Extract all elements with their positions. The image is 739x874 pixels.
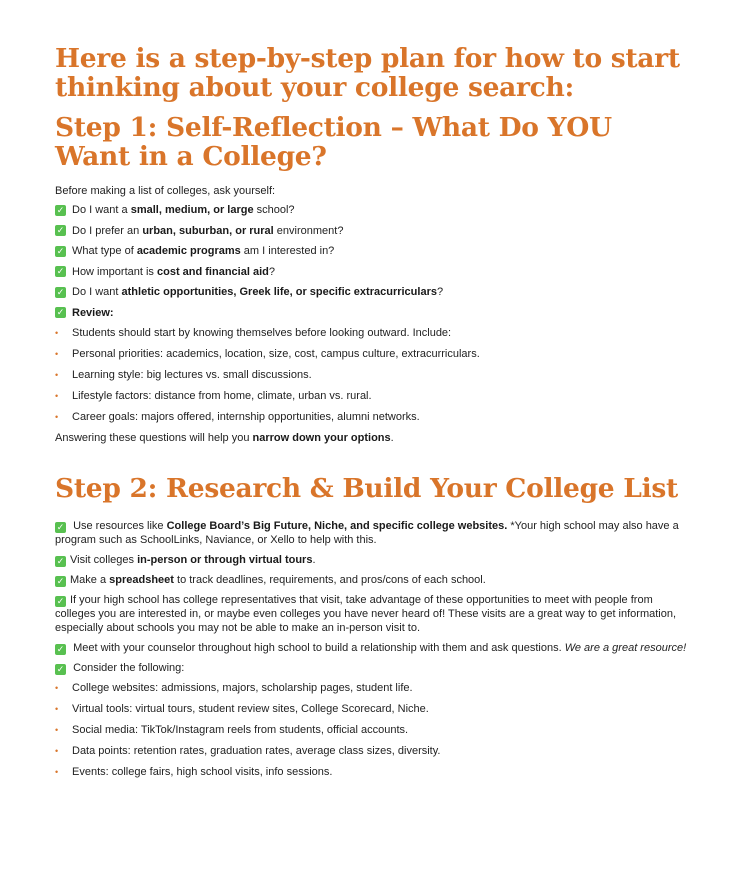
step1-checklist bbox=[55, 203, 689, 320]
list-item: ✓ Visit colleges in-person or through virtual tours. bbox=[56, 554, 316, 566]
list-item: • Students should start by knowing themselves before looking outward. Include: bbox=[55, 327, 452, 339]
list-item: ✓ Do I want a small, medium, or large school? bbox=[56, 204, 295, 216]
bullet-icon: • bbox=[55, 746, 59, 756]
checkmark-icon: ✓ bbox=[56, 286, 65, 297]
list-item: ✓ Review: bbox=[56, 306, 114, 319]
checkmark-icon: ✓ bbox=[56, 576, 65, 586]
list-item: ✓ Use resources like College Board’s Big Future, Niche, and specific college websites. *Your high school may also have a program such as SchoolLinks, Naviance, or Xello to help with this. bbox=[55, 520, 679, 546]
list-item: • Data points: retention rates, graduation rates, average class sizes, diversity. bbox=[55, 745, 441, 757]
step1-closing: Answering these questions will help you narrow down your options. bbox=[55, 432, 394, 444]
list-item: • Career goals: majors offered, internship opportunities, alumni networks. bbox=[55, 411, 420, 423]
list-item: ✓ How important is cost and financial aid? bbox=[56, 265, 275, 278]
list-item: • Social media: TikTok/Instagram reels from students, official accounts. bbox=[55, 724, 409, 736]
bullet-icon: • bbox=[55, 328, 59, 338]
list-item: ✓ Consider the following: bbox=[56, 662, 185, 674]
checkmark-icon: ✓ bbox=[56, 245, 65, 256]
list-item: ✓ If your high school has college representatives that visit, take advantage of these opportunities to meet with people from colleges you are interested in, or maybe even colleges you have never heard of! These visits are a great way to get information, especially about schools you may not be able to make an in-person visit to. bbox=[55, 594, 677, 634]
checkmark-icon: ✓ bbox=[56, 307, 65, 317]
bullet-icon: • bbox=[55, 412, 59, 422]
list-item: ✓ Make a spreadsheet to track deadlines, requirements, and pros/cons of each school. bbox=[56, 574, 486, 586]
list-item: ✓ Do I want athletic opportunities, Greek life, or specific extracurriculars? bbox=[56, 286, 444, 298]
checkmark-icon: ✓ bbox=[56, 644, 65, 654]
checkmark-icon: ✓ bbox=[56, 522, 65, 532]
list-item: • Learning style: big lectures vs. small discussions. bbox=[55, 369, 312, 381]
step1-intro: Before making a list of colleges, ask yourself: bbox=[55, 185, 276, 197]
checkmark-icon: ✓ bbox=[56, 596, 65, 606]
list-item: ✓ Do I prefer an urban, suburban, or rural environment? bbox=[56, 224, 344, 237]
checkmark-icon: ✓ bbox=[56, 266, 65, 276]
step2-bullets bbox=[55, 681, 689, 779]
checkmark-icon: ✓ bbox=[56, 204, 65, 215]
list-item: • Lifestyle factors: distance from home, climate, urban vs. rural. bbox=[55, 390, 372, 402]
list-item: • College websites: admissions, majors, scholarship pages, student life. bbox=[55, 682, 413, 694]
bullet-icon: • bbox=[55, 683, 59, 693]
step1-heading: Step 1: Self-Reflection – What Do YOU Want in a College? bbox=[55, 112, 612, 172]
step2-content bbox=[55, 519, 689, 779]
checkmark-icon: ✓ bbox=[56, 556, 65, 566]
list-item: • Virtual tools: virtual tours, student review sites, College Scorecard, Niche. bbox=[55, 703, 429, 715]
bullet-icon: • bbox=[55, 391, 59, 401]
step2-heading: Step 2: Research & Build Your College List bbox=[55, 473, 678, 504]
bullet-icon: • bbox=[55, 767, 59, 777]
bullet-icon: • bbox=[55, 704, 59, 714]
checkmark-icon: ✓ bbox=[56, 225, 65, 235]
checkmark-icon: ✓ bbox=[56, 664, 65, 674]
bullet-icon: • bbox=[55, 349, 59, 359]
list-item: ✓ What type of academic programs am I interested in? bbox=[56, 245, 335, 257]
list-item: ✓ Meet with your counselor throughout high school to build a relationship with them and ask questions. We are a great resource! bbox=[56, 642, 687, 654]
list-item: • Personal priorities: academics, location, size, cost, campus culture, extracurriculars. bbox=[55, 348, 480, 360]
intro-heading: Here is a step-by-step plan for how to start thinking about your college search: bbox=[55, 43, 680, 103]
bullet-icon: • bbox=[55, 725, 59, 735]
step1-bullets bbox=[55, 326, 689, 424]
bullet-icon: • bbox=[55, 370, 59, 380]
list-item: • Events: college fairs, high school visits, info sessions. bbox=[55, 766, 333, 778]
